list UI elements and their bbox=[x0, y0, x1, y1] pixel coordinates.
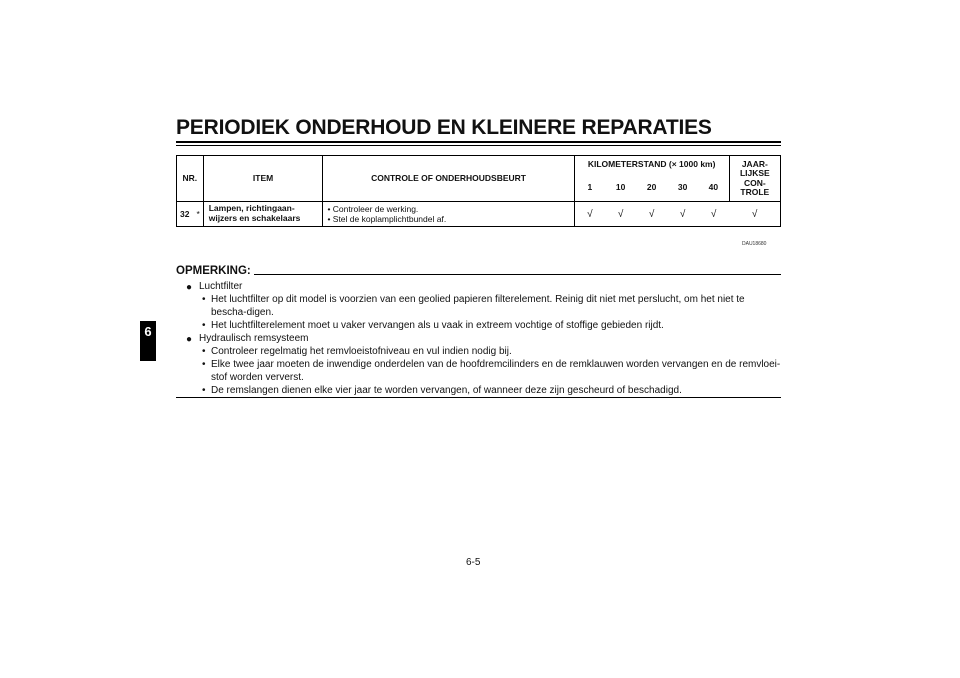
table-row bbox=[177, 202, 781, 227]
list-item bbox=[176, 358, 781, 384]
filled-circle-bullet-icon: ● bbox=[186, 334, 193, 345]
header-annual: JAAR- LIJKSE CON- TROLE bbox=[729, 156, 780, 202]
check-km-10: √ bbox=[605, 202, 636, 227]
list-item bbox=[176, 319, 781, 332]
bullet-icon: • bbox=[202, 346, 206, 357]
header-nr: NR. bbox=[177, 156, 204, 202]
header-km-40: 40 bbox=[698, 174, 729, 202]
row-control-line: • Stel de koplamplichtbundel af. bbox=[327, 214, 447, 224]
maintenance-table bbox=[176, 155, 781, 227]
row-item-line: wijzers en schakelaars bbox=[208, 213, 301, 223]
list-item bbox=[176, 293, 781, 319]
row-item-line: Lampen, richtingaan- bbox=[208, 203, 295, 214]
bullet-icon: • bbox=[202, 320, 206, 331]
note-group-brake-system bbox=[176, 332, 781, 397]
check-km-1: √ bbox=[574, 202, 605, 227]
note-body bbox=[176, 280, 781, 397]
document-code: DAU18680 bbox=[742, 241, 767, 247]
check-km-40: √ bbox=[698, 202, 729, 227]
header-item: ITEM bbox=[203, 156, 323, 202]
header-km-20: 20 bbox=[636, 174, 667, 202]
page-number: 6-5 bbox=[466, 557, 481, 568]
chapter-tab bbox=[140, 321, 156, 361]
check-km-30: √ bbox=[667, 202, 698, 227]
list-item-text: Controleer regelmatig het remvloeistofniveau en vul indien nodig bij. bbox=[211, 346, 512, 357]
title-rule bbox=[176, 141, 781, 143]
note-heading: OPMERKING: bbox=[176, 265, 251, 277]
header-km-1: 1 bbox=[574, 174, 605, 202]
check-annual: √ bbox=[729, 202, 780, 227]
note-group-title: Hydraulisch remsysteem bbox=[199, 333, 309, 344]
note-group-title-line bbox=[176, 280, 781, 293]
note-rule-bottom bbox=[176, 397, 781, 398]
list-item-text: Het luchtfilter op dit model is voorzien van een geolied papieren filterelement. Reinig dit niet met perslucht, om het niet te bescha-digen. bbox=[211, 294, 745, 318]
title-rule-thin bbox=[176, 145, 781, 146]
row-item bbox=[203, 202, 323, 227]
note-rule-top bbox=[254, 274, 781, 275]
filled-circle-bullet-icon: ● bbox=[186, 282, 193, 293]
list-item bbox=[176, 345, 781, 358]
note-group-title-line bbox=[176, 332, 781, 345]
list-item bbox=[176, 384, 781, 397]
list-item-text: De remslangen dienen elke vier jaar te worden vervangen, of wanneer deze zijn gescheurd of beschadigd. bbox=[211, 385, 682, 396]
chapter-number: 6 bbox=[144, 324, 152, 339]
header-km-30: 30 bbox=[667, 174, 698, 202]
list-item-text: Elke twee jaar moeten de inwendige onderdelen van de hoofdremcilinders en de remklauwen worden vervangen en de remvloei-stof worden ververst. bbox=[211, 359, 781, 383]
header-km-10: 10 bbox=[605, 174, 636, 202]
row-mark: * bbox=[194, 202, 204, 227]
header-control: CONTROLE OF ONDERHOUDSBEURT bbox=[323, 156, 574, 202]
list-item-text: Het luchtfilterelement moet u vaker vervangen als u vaak in extreem vochtige of stoffige gebieden rijdt. bbox=[211, 320, 664, 331]
bullet-icon: • bbox=[202, 294, 206, 305]
check-km-20: √ bbox=[636, 202, 667, 227]
note-group-title: Luchtfilter bbox=[199, 281, 243, 292]
note-group-air-filter bbox=[176, 280, 781, 332]
row-control-line: • Controleer de werking. bbox=[327, 203, 419, 214]
page-title: PERIODIEK ONDERHOUD EN KLEINERE REPARATIES bbox=[176, 116, 712, 139]
header-km: KILOMETERSTAND (× 1000 km) bbox=[574, 156, 729, 175]
bullet-icon: • bbox=[202, 359, 206, 370]
row-control bbox=[323, 202, 574, 227]
row-number: 32 bbox=[177, 202, 194, 227]
bullet-icon: • bbox=[202, 385, 206, 396]
